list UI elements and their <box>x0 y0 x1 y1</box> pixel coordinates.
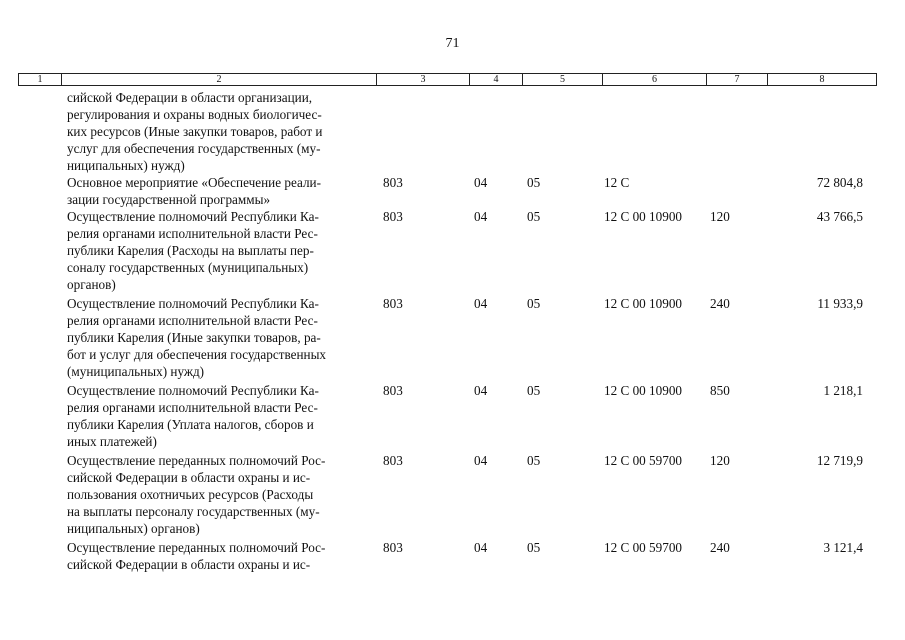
row-expense-type: 240 <box>710 540 730 555</box>
page-number: 71 <box>445 36 460 51</box>
table-row <box>0 90 905 175</box>
row-ministry-code: 803 <box>383 296 403 311</box>
row-section-code: 04 <box>474 383 488 398</box>
row-subsection-code: 05 <box>527 453 541 468</box>
row-ministry-code: 803 <box>383 540 403 555</box>
row-description: Осуществление переданных полномочий Рос- сийской Федерации в области охраны и ис- пользования охотничьих ресурсов (Расходы на выплаты персоналу государственных (му- ниципальных) органов) <box>67 453 326 536</box>
table-row <box>0 383 905 453</box>
header-col-1: 1 <box>19 74 62 85</box>
row-amount: 11 933,9 <box>817 296 863 311</box>
row-target-code: 12 С 00 59700 <box>604 540 683 555</box>
row-amount: 72 804,8 <box>816 175 863 190</box>
table-row <box>0 209 905 296</box>
row-target-code: 12 С 00 10900 <box>604 209 683 224</box>
row-section-code: 04 <box>474 209 488 224</box>
row-description: Осуществление полномочий Республики Ка- релия органами исполнительной власти Рес- публики Карелия (Уплата налогов, сборов и иных платежей) <box>67 383 319 449</box>
table-row <box>0 296 905 383</box>
row-description: сийской Федерации в области организации, регулирования и охраны водных биологичес- ких ресурсов (Иные закупки товаров, работ и услуг для обеспечения государственных (му- ниципальных) нужд) <box>67 90 323 173</box>
row-section-code: 04 <box>474 175 488 190</box>
header-col-4: 4 <box>470 74 523 85</box>
row-expense-type: 240 <box>710 296 730 311</box>
row-ministry-code: 803 <box>383 383 403 398</box>
row-ministry-code: 803 <box>383 175 403 190</box>
table-header-row <box>18 73 877 86</box>
table-row <box>0 540 905 576</box>
row-target-code: 12 С 00 10900 <box>604 383 683 398</box>
row-amount: 3 121,4 <box>823 540 863 555</box>
row-description: Осуществление полномочий Республики Ка- релия органами исполнительной власти Рес- публики Карелия (Иные закупки товаров, ра- бот и услуг для обеспечения государственных (муниципальных) нужд) <box>67 296 327 379</box>
row-subsection-code: 05 <box>527 383 541 398</box>
row-section-code: 04 <box>474 540 488 555</box>
row-expense-type: 120 <box>710 453 730 468</box>
row-description: Осуществление полномочий Республики Ка- релия органами исполнительной власти Рес- публики Карелия (Расходы на выплаты пер- соналу государственных (муниципальных) органов) <box>67 209 319 292</box>
table-body <box>0 90 905 576</box>
header-col-2: 2 <box>62 74 377 85</box>
table-row <box>0 453 905 540</box>
row-section-code: 04 <box>474 296 488 311</box>
table-row <box>0 175 905 209</box>
row-target-code: 12 С 00 10900 <box>604 296 683 311</box>
row-amount: 43 766,5 <box>816 209 863 224</box>
row-target-code: 12 С 00 59700 <box>604 453 683 468</box>
row-target-code: 12 С <box>604 175 630 190</box>
row-expense-type: 120 <box>710 209 730 224</box>
row-subsection-code: 05 <box>527 296 541 311</box>
row-ministry-code: 803 <box>383 209 403 224</box>
row-subsection-code: 05 <box>527 540 541 555</box>
row-section-code: 04 <box>474 453 488 468</box>
header-col-7: 7 <box>707 74 768 85</box>
row-amount: 12 719,9 <box>816 453 863 468</box>
header-col-6: 6 <box>603 74 707 85</box>
row-amount: 1 218,1 <box>823 383 863 398</box>
row-subsection-code: 05 <box>527 175 541 190</box>
row-description: Основное мероприятие «Обеспечение реали- зации государственной программы» <box>67 175 321 207</box>
row-ministry-code: 803 <box>383 453 403 468</box>
row-description: Осуществление переданных полномочий Рос- сийской Федерации в области охраны и ис- <box>67 540 326 572</box>
header-col-8: 8 <box>819 74 825 85</box>
row-expense-type: 850 <box>710 383 730 398</box>
row-subsection-code: 05 <box>527 209 541 224</box>
header-col-5: 5 <box>523 74 603 85</box>
header-col-3: 3 <box>377 74 470 85</box>
